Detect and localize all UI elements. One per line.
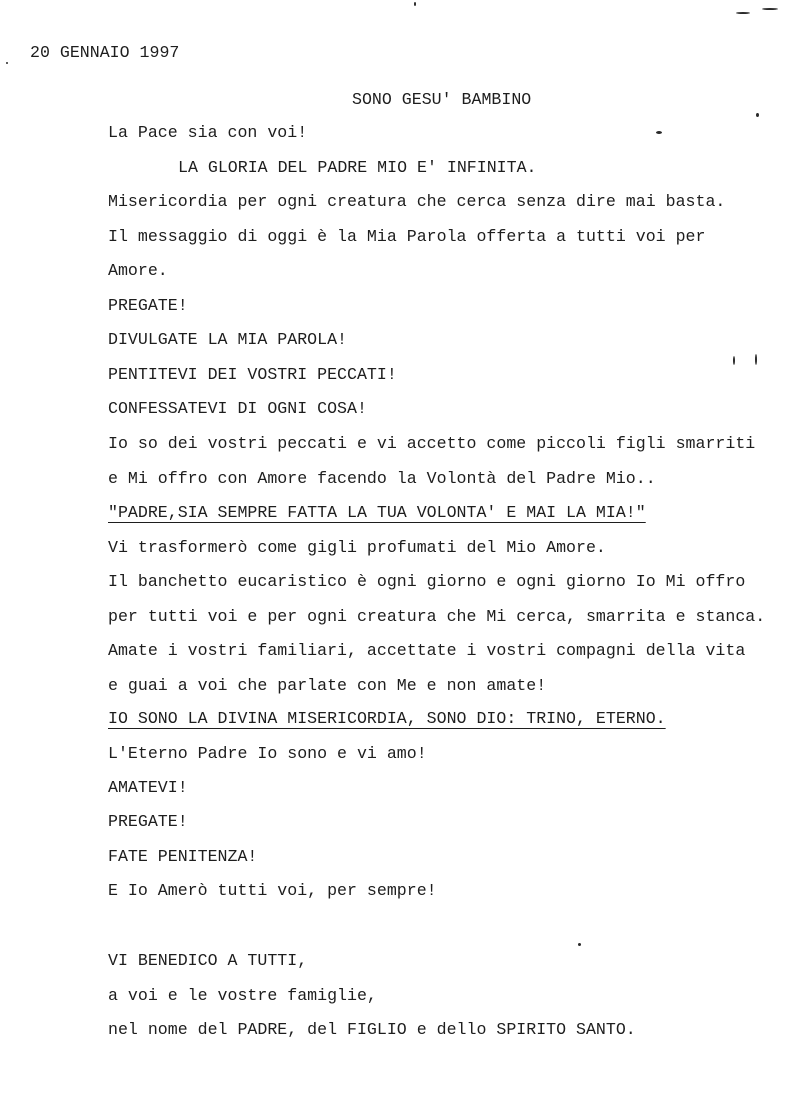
exhortation-line: PREGATE!: [108, 296, 188, 315]
exhortation-line: DIVULGATE LA MIA PAROLA!: [108, 330, 347, 349]
prayer-quote-underlined: "PADRE,SIA SEMPRE FATTA LA TUA VOLONTA' E MAI LA MIA!": [108, 503, 646, 522]
scan-speck: [762, 8, 778, 10]
exhortation-line: FATE PENITENZA!: [108, 847, 258, 866]
scan-speck: [578, 943, 581, 946]
message-line: Vi trasformerò come gigli profumati del Mio Amore.: [108, 538, 606, 557]
declaration-underlined: IO SONO LA DIVINA MISERICORDIA, SONO DIO: TRINO, ETERNO.: [108, 709, 666, 728]
message-line: e guai a voi che parlate con Me e non amate!: [108, 676, 547, 695]
message-line: Misericordia per ogni creatura che cerca senza dire mai basta.: [108, 192, 726, 211]
blessing-line: VI BENEDICO A TUTTI,: [108, 951, 308, 970]
document-date: 20 GENNAIO 1997: [30, 43, 180, 62]
exhortation-line: AMATEVI!: [108, 778, 188, 797]
glory-heading: LA GLORIA DEL PADRE MIO E' INFINITA.: [178, 158, 537, 177]
message-line: per tutti voi e per ogni creatura che Mi cerca, smarrita e stanca.: [108, 607, 766, 626]
message-line: e Mi offro con Amore facendo la Volontà del Padre Mio..: [108, 469, 656, 488]
scan-speck: [6, 62, 8, 64]
scan-speck: [414, 2, 416, 6]
exhortation-line: PENTITEVI DEI VOSTRI PECCATI!: [108, 365, 397, 384]
message-line: Il banchetto eucaristico è ogni giorno e ogni giorno Io Mi offro: [108, 572, 746, 591]
blessing-line: a voi e le vostre famiglie,: [108, 986, 377, 1005]
exhortation-line: PREGATE!: [108, 812, 188, 831]
exhortation-line: CONFESSATEVI DI OGNI COSA!: [108, 399, 367, 418]
message-line: Io so dei vostri peccati e vi accetto come piccoli figli smarriti: [108, 434, 756, 453]
scan-speck: [736, 12, 750, 14]
message-line: Amate i vostri familiari, accettate i vostri compagni della vita: [108, 641, 746, 660]
scan-speck: [733, 356, 735, 365]
scan-speck: [656, 131, 662, 134]
greeting-line: La Pace sia con voi!: [108, 123, 308, 142]
message-line: Amore.: [108, 261, 168, 280]
blessing-line: nel nome del PADRE, del FIGLIO e dello SPIRITO SANTO.: [108, 1020, 636, 1039]
message-line: L'Eterno Padre Io sono e vi amo!: [108, 744, 427, 763]
message-line: E Io Amerò tutti voi, per sempre!: [108, 881, 437, 900]
document-title: SONO GESU' BAMBINO: [352, 90, 532, 109]
scan-speck: [755, 354, 757, 365]
message-line: Il messaggio di oggi è la Mia Parola offerta a tutti voi per: [108, 227, 706, 246]
scan-speck: [756, 113, 759, 117]
